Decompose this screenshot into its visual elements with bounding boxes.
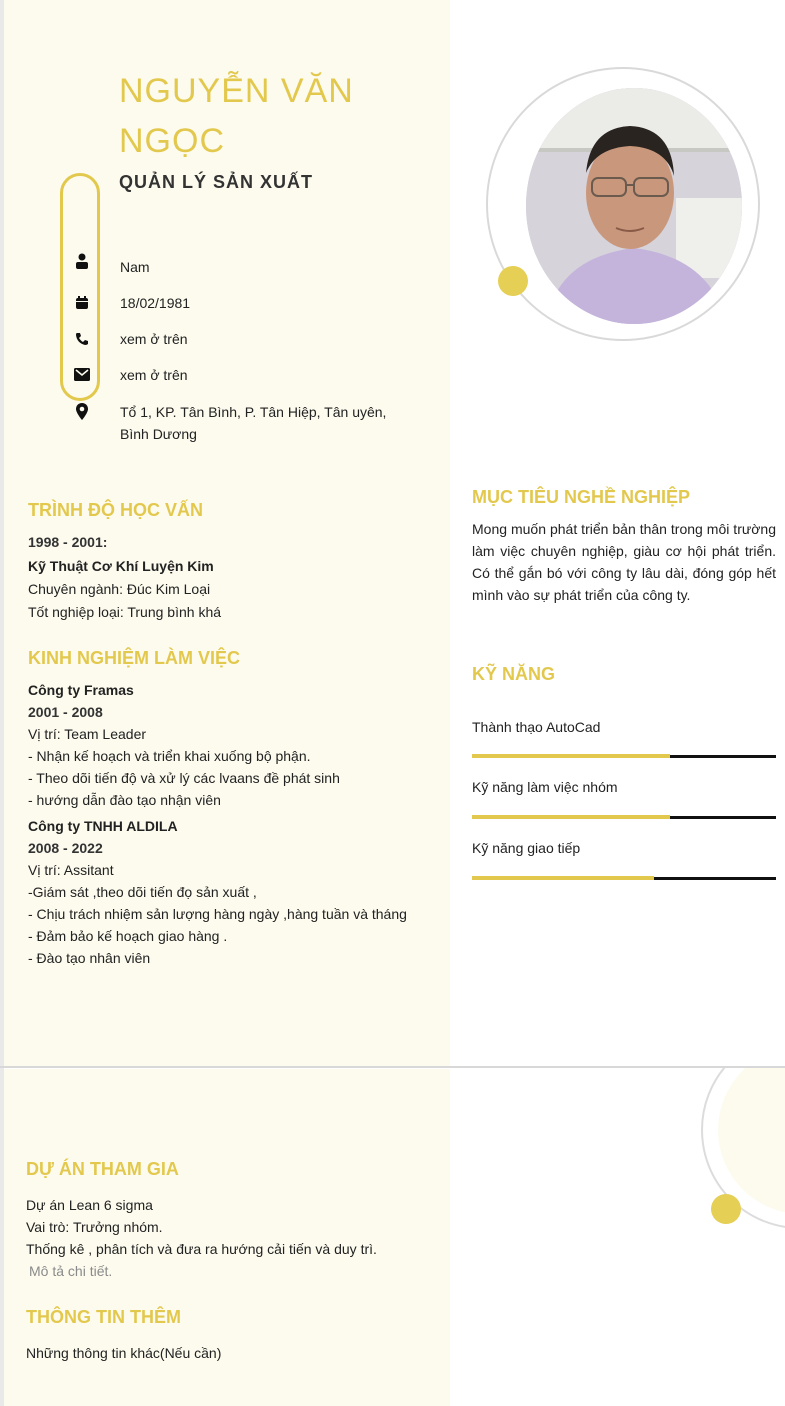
job-line: - Chịu trách nhiệm sản lượng hàng ngày ,hàng tuần và tháng xyxy=(28,906,407,922)
decor-dot-page2 xyxy=(711,1194,741,1224)
company-name: Công ty Framas xyxy=(28,682,134,698)
job-line: - Nhận kế hoạch và triển khai xuống bộ phận. xyxy=(28,748,311,764)
address-line-2: Bình Dương xyxy=(120,426,197,442)
job-line: -Giám sát ,theo dõi tiến đọ sản xuất , xyxy=(28,884,257,900)
education-title: TRÌNH ĐỘ HỌC VẤN xyxy=(28,500,203,520)
education-school: Kỹ Thuật Cơ Khí Luyện Kim xyxy=(28,558,214,574)
skill-name: Kỹ năng giao tiếp xyxy=(472,840,581,856)
birthday: 18/02/1981 xyxy=(120,295,191,311)
experience-title: KINH NGHIỆM LÀM VIỆC xyxy=(28,648,241,668)
skill-bar-fill xyxy=(472,876,654,880)
page-separator xyxy=(0,1066,785,1068)
calendar-icon xyxy=(74,295,90,311)
project-line: Thống kê , phân tích và đưa ra hướng cải tiến và duy trì. xyxy=(26,1241,377,1257)
objective-text: Mong muốn phát triển bản thân trong môi trường làm việc chuyên nghiệp, giàu cơ hội phát triển. Có thể gắn bó với công ty lâu dài, đóng góp hết mình vào sự phát triển của công ty. xyxy=(472,521,776,603)
job-period: 2001 - 2008 xyxy=(28,704,103,720)
skill-bar xyxy=(472,876,776,880)
skill-bar-fill xyxy=(472,815,670,819)
location-pin-icon xyxy=(74,403,90,419)
candidate-name: NGUYỄN VĂN NGỌC xyxy=(119,72,354,160)
project-line: Vai trò: Trưởng nhóm. xyxy=(26,1219,163,1235)
skill-bar xyxy=(472,815,776,819)
gender: Nam xyxy=(120,259,150,275)
decor-dot xyxy=(498,266,528,296)
job-line: - hướng dẫn đào tạo nhận viên xyxy=(28,792,221,808)
experience-item xyxy=(28,679,438,811)
job-line: - Đào tạo nhân viên xyxy=(28,950,151,966)
job-period: 2008 - 2022 xyxy=(28,840,103,856)
projects-block xyxy=(26,1194,436,1282)
project-description-placeholder[interactable]: Mô tả chi tiết. xyxy=(29,1263,113,1279)
job-line: - Theo dõi tiến độ và xử lý các lvaans đề phát sinh xyxy=(28,770,340,786)
job-line: Vị trí: Assitant xyxy=(28,862,114,878)
email: xem ở trên xyxy=(120,367,188,383)
job-title: QUẢN LÝ SẢN XUẤT xyxy=(119,172,314,192)
additional-title: THÔNG TIN THÊM xyxy=(26,1307,181,1327)
experience-list xyxy=(28,679,438,969)
skill-bar-fill xyxy=(472,754,670,758)
project-line: Dự án Lean 6 sigma xyxy=(26,1197,153,1213)
skill-name: Kỹ năng làm việc nhóm xyxy=(472,779,618,795)
education-years: 1998 - 2001: xyxy=(28,534,108,550)
phone-icon xyxy=(74,331,90,347)
job-line: Vị trí: Team Leader xyxy=(28,726,147,742)
profile-photo xyxy=(526,88,742,324)
person-icon xyxy=(74,253,90,269)
projects-title: DỰ ÁN THAM GIA xyxy=(26,1159,179,1179)
address-line-1: Tổ 1, KP. Tân Bình, P. Tân Hiệp, Tân uyên, xyxy=(120,404,387,420)
phone: xem ở trên xyxy=(120,331,188,347)
additional-text: Những thông tin khác(Nếu cần) xyxy=(26,1345,222,1361)
job-line: - Đảm bảo kế hoạch giao hàng . xyxy=(28,928,228,944)
company-name: Công ty TNHH ALDILA xyxy=(28,818,178,834)
education-grade: Tốt nghiệp loại: Trung bình khá xyxy=(28,604,222,620)
education-major: Chuyên ngành: Đúc Kim Loại xyxy=(28,581,211,597)
skills-title: KỸ NĂNG xyxy=(472,664,556,684)
education-block xyxy=(28,531,221,623)
email-icon xyxy=(74,366,90,382)
skill-name: Thành thạo AutoCad xyxy=(472,719,601,735)
address xyxy=(120,401,386,445)
objective-title: MỤC TIÊU NGHỀ NGHIỆP xyxy=(472,487,691,507)
experience-item xyxy=(28,815,438,969)
skill-bar xyxy=(472,754,776,758)
decor-ring-page2 xyxy=(690,1068,785,1268)
